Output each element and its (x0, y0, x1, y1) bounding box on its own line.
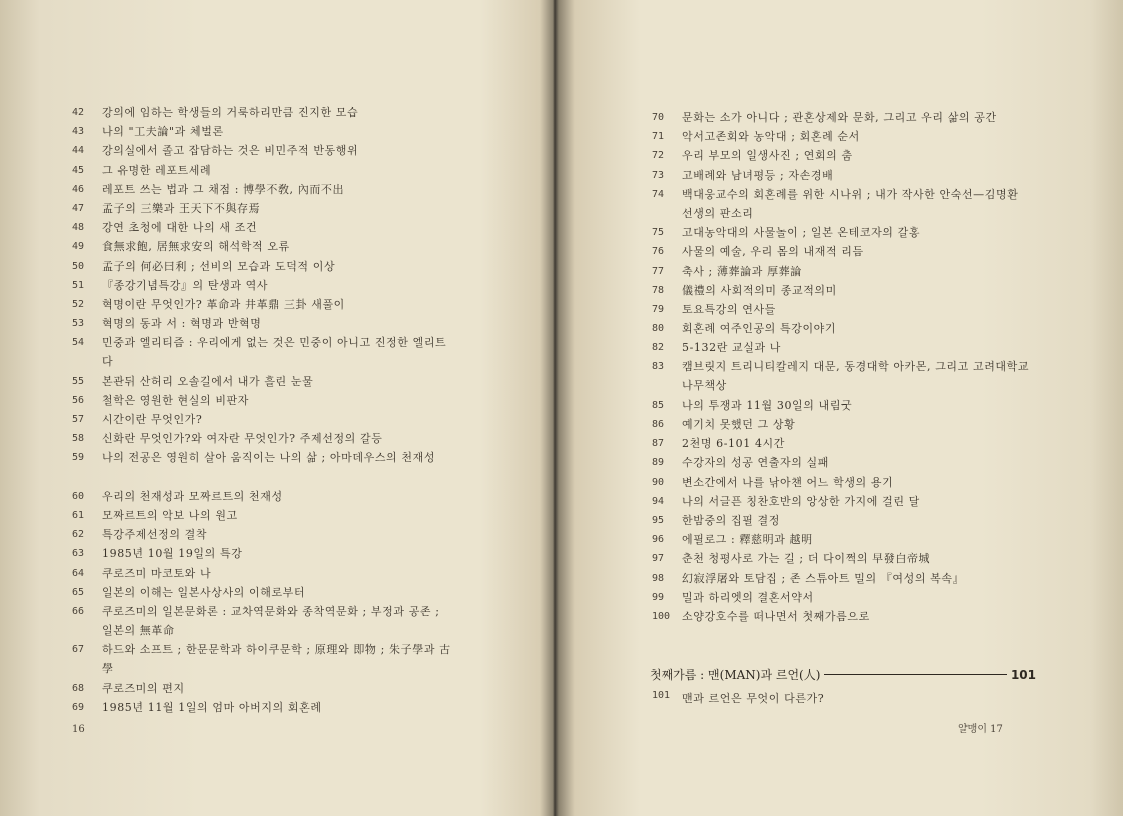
toc-entry (72, 544, 452, 563)
toc-entry (72, 276, 452, 295)
toc-entry (652, 108, 1032, 127)
toc-entry (652, 530, 1032, 549)
toc-entry-text: 백대웅교수의 회혼례를 위한 시나위 ; 내가 작사한 안숙선—김명환 선생의 판소리 (682, 187, 1019, 220)
toc-entry-text: 혁명의 동과 서 : 혁명과 반혁명 (102, 317, 262, 331)
toc-entry (72, 295, 452, 314)
toc-entry-text: 나의 "工夫論"과 체벌론 (102, 125, 224, 139)
toc-entry (72, 602, 452, 640)
toc-entry-text: 고배례와 남녀평등 ; 자손경배 (682, 168, 834, 182)
toc-entry (72, 564, 452, 583)
toc-entry-text: 나의 투쟁과 11월 30일의 내림굿 (682, 398, 853, 412)
toc-entry-text: 축사 ; 薄葬論과 厚葬論 (682, 264, 802, 278)
toc-entry-number: 61 (72, 509, 85, 521)
toc-entry (72, 199, 452, 218)
toc-list-right (652, 108, 1032, 626)
toc-entry-text: 儀禮의 사회적의미 종교적의미 (682, 283, 837, 297)
toc-entry (652, 511, 1032, 530)
toc-entry-text: 강의실에서 졸고 잡담하는 것은 비민주적 반동행위 (102, 144, 359, 158)
page-number-left: 16 (72, 724, 85, 735)
toc-entry-text: 食無求飽, 居無求安의 해석학적 오류 (102, 240, 290, 254)
toc-entry-text: 우리 부모의 일생사진 ; 연회의 춤 (682, 149, 853, 163)
toc-entry (72, 679, 452, 698)
toc-entry (652, 127, 1032, 146)
toc-entry (652, 453, 1032, 472)
toc-entry-number: 97 (652, 553, 665, 565)
toc-entry (652, 473, 1032, 492)
toc-entry-number: 44 (72, 145, 85, 157)
toc-entry (72, 410, 452, 429)
toc-entry-number: 62 (72, 529, 85, 541)
toc-entry-number: 58 (72, 433, 85, 445)
toc-entry-text: 孟子의 三樂과 王天下不與存焉 (102, 201, 261, 215)
toc-entry-number: 51 (72, 279, 85, 291)
toc-entry-text: 하드와 소프트 ; 한문문학과 하이쿠문학 ; 原理와 即物 ; 朱子學과 古學 (102, 643, 451, 676)
toc-entry (652, 146, 1032, 165)
toc-entry-number: 57 (72, 414, 85, 426)
right-page (558, 0, 1123, 816)
toc-entry (72, 218, 452, 237)
toc-entry-text: 2천명 6-101 4시간 (682, 437, 786, 451)
toc-entry-number: 86 (652, 419, 665, 431)
toc-entry-text: 민중과 엘리티즘 : 우리에게 없는 것은 민중이 아니고 진정한 엘리트다 (102, 336, 447, 369)
sub-entry-number: 101 (652, 690, 671, 701)
toc-entry-number: 74 (652, 188, 665, 200)
toc-entry (72, 506, 452, 525)
toc-entry (72, 487, 452, 506)
toc-entry-number: 83 (652, 361, 665, 373)
toc-entry (652, 357, 1032, 395)
toc-entry (652, 319, 1032, 338)
toc-entry-text: 그 유명한 레포트세례 (102, 163, 212, 177)
toc-list-left (72, 103, 452, 717)
toc-entry (652, 588, 1032, 607)
toc-entry (72, 448, 452, 486)
toc-entry-text: 시간이란 무엇인가? (102, 413, 203, 427)
toc-entry (72, 180, 452, 199)
toc-entry (72, 314, 452, 333)
toc-entry-number: 54 (72, 337, 85, 349)
toc-entry-text: 우리의 천재성과 모짜르트의 천재성 (102, 489, 283, 503)
toc-entry-number: 50 (72, 260, 85, 272)
toc-entry-number: 49 (72, 241, 85, 253)
section-sub-entry (652, 690, 1032, 706)
toc-entry-text: 고대농악대의 사물놀이 ; 일본 온테코자의 갈홍 (682, 226, 921, 240)
section-title: 첫째가름 : 맨(MAN)과 르언(人) (650, 668, 821, 682)
toc-entry-text: 에필로그 : 釋慈明과 越明 (682, 533, 813, 547)
toc-entry-text: 나의 전공은 영원히 살아 움직이는 나의 삶 ; 아마데우스의 천재성 (102, 451, 436, 465)
toc-entry-text: 레포트 쓰는 법과 그 채점 : 博學不敎, 內而不出 (102, 182, 345, 196)
toc-entry-number: 76 (652, 246, 665, 258)
sub-entry-text: 맨과 르언은 무엇이 다른가? (682, 692, 825, 705)
toc-entry-number: 94 (652, 495, 665, 507)
toc-entry (72, 583, 452, 602)
toc-entry-number: 43 (72, 126, 85, 138)
toc-entry (72, 237, 452, 256)
toc-entry-number: 65 (72, 586, 85, 598)
toc-entry-text: 모짜르트의 악보 나의 원고 (102, 508, 238, 522)
toc-entry-text: 예기치 못했던 그 상황 (682, 418, 796, 432)
toc-entry-number: 48 (72, 222, 85, 234)
toc-entry-text: 철학은 영원한 현실의 비판자 (102, 393, 250, 407)
section-heading (650, 666, 1036, 683)
toc-entry-number: 59 (72, 452, 85, 464)
toc-entry-text: 혁명이란 무엇인가? 革命과 井革鼎 三卦 새풀이 (102, 297, 345, 311)
toc-entry-number: 78 (652, 284, 665, 296)
toc-entry (72, 372, 452, 391)
toc-entry-text: 춘천 청평사로 가는 길 ; 더 다이쩍의 早發白帝城 (682, 552, 931, 566)
toc-entry-number: 90 (652, 476, 665, 488)
toc-entry (72, 257, 452, 276)
toc-entry (72, 103, 452, 122)
leader-line (824, 674, 1007, 675)
toc-entry-number: 95 (652, 514, 665, 526)
toc-entry-number: 52 (72, 298, 85, 310)
toc-entry-text: 쿠로즈미의 편지 (102, 681, 185, 695)
toc-entry-text: 토요특강의 연사들 (682, 302, 776, 316)
toc-entry (652, 434, 1032, 453)
toc-entry-text: 나의 서글픈 칭찬호반의 앙상한 가지에 걸린 달 (682, 494, 920, 508)
toc-entry (652, 300, 1032, 319)
toc-entry-text: 1985년 11월 1일의 엄마 아버지의 회혼례 (102, 700, 322, 714)
toc-entry-text: 사물의 예술, 우리 몸의 내재적 리듬 (682, 245, 864, 259)
toc-entry-number: 98 (652, 572, 665, 584)
toc-entry-text: 幻寂浮屠와 토담집 ; 존 스튜아트 밀의 『여성의 복속』 (682, 571, 965, 585)
toc-entry-number: 89 (652, 457, 665, 469)
toc-entry-number: 55 (72, 375, 85, 387)
toc-entry (72, 141, 452, 160)
toc-entry (652, 396, 1032, 415)
toc-entry-number: 100 (652, 610, 671, 622)
toc-entry-text: 쿠로즈미의 일본문화론 : 교차역문화와 종착역문화 ; 부정과 공존 ; 일본의 無革命 (102, 604, 440, 637)
toc-entry-number: 69 (72, 701, 85, 713)
toc-entry-text: 본관뒤 산허리 오솔길에서 내가 흘린 눈물 (102, 374, 314, 388)
toc-entry-text: 수강자의 성공 연출자의 실패 (682, 456, 830, 470)
toc-entry-text: 孟子의 何必曰利 ; 선비의 모습과 도덕적 이상 (102, 259, 336, 273)
toc-entry-number: 56 (72, 394, 85, 406)
toc-entry-number: 99 (652, 591, 665, 603)
toc-entry-number: 53 (72, 318, 85, 330)
toc-entry (652, 338, 1032, 357)
page-number-right: 얄맹이 17 (958, 724, 1003, 735)
toc-entry-text: 밀과 하리엣의 결혼서약서 (682, 590, 814, 604)
toc-entry-text: 소양강호수를 떠나면서 첫째가름으로 (682, 609, 870, 623)
toc-entry-number: 72 (652, 150, 665, 162)
toc-entry-number: 66 (72, 605, 85, 617)
toc-entry-text: 1985년 10월 19일의 특강 (102, 547, 243, 561)
toc-entry-number: 85 (652, 399, 665, 411)
toc-entry-number: 47 (72, 202, 85, 214)
toc-entry (652, 492, 1032, 511)
toc-entry-text: 변소간에서 나를 낚아챈 어느 학생의 용기 (682, 475, 894, 489)
toc-entry-number: 96 (652, 534, 665, 546)
toc-entry-number: 77 (652, 265, 665, 277)
toc-entry (72, 122, 452, 141)
toc-entry (652, 166, 1032, 185)
toc-entry (72, 525, 452, 544)
toc-entry-number: 79 (652, 303, 665, 315)
toc-entry (652, 607, 1032, 626)
toc-entry-text: 강의에 임하는 학생들의 거룩하리만큼 진지한 모습 (102, 106, 359, 119)
toc-entry-number: 73 (652, 169, 665, 181)
toc-entry-text: 악서고존회와 농악대 ; 회혼례 순서 (682, 130, 860, 144)
toc-entry (72, 640, 452, 678)
toc-entry-text: 신화란 무엇인가?와 여자란 무엇인가? 주제선정의 갈등 (102, 432, 383, 446)
toc-entry-text: 한밤중의 집필 결정 (682, 513, 781, 527)
toc-entry-number: 45 (72, 164, 85, 176)
toc-entry-text: 특강주제선정의 결착 (102, 528, 208, 542)
toc-entry (72, 429, 452, 448)
toc-entry-text: 강연 초청에 대한 나의 새 조건 (102, 221, 258, 235)
toc-entry-number: 75 (652, 227, 665, 239)
toc-entry-number: 87 (652, 438, 665, 450)
toc-entry-text: 5-132란 교실과 나 (682, 341, 782, 355)
toc-entry (652, 569, 1032, 588)
toc-entry (652, 262, 1032, 281)
toc-entry-text: 『종강기념특강』의 탄생과 역사 (102, 278, 269, 292)
left-page (0, 0, 553, 816)
toc-entry-text: 캠브릿지 트리니티칼레지 대문, 동경대학 아카몬, 그리고 고려대학교 나무책상 (682, 360, 1030, 393)
toc-entry-text: 쿠로즈미 마코토와 나 (102, 566, 212, 580)
toc-entry-number: 63 (72, 548, 85, 560)
toc-entry-text: 회혼례 여주인공의 특강이야기 (682, 322, 837, 336)
toc-entry (652, 549, 1032, 568)
toc-entry-number: 68 (72, 682, 85, 694)
toc-entry (652, 415, 1032, 434)
toc-entry (652, 242, 1032, 261)
toc-entry (652, 223, 1032, 242)
toc-entry-text: 문화는 소가 아니다 ; 관혼상제와 문화, 그리고 우리 삶의 공간 (682, 111, 997, 124)
toc-entry (72, 391, 452, 410)
toc-entry-number: 80 (652, 323, 665, 335)
toc-entry-number: 42 (72, 107, 85, 118)
toc-entry-number: 64 (72, 567, 85, 579)
section-page-number: 101 (1010, 667, 1036, 682)
toc-entry (72, 333, 452, 371)
toc-entry (72, 161, 452, 180)
toc-entry-text: 일본의 이해는 일본사상사의 이해로부터 (102, 585, 306, 599)
toc-entry-number: 60 (72, 490, 85, 502)
toc-entry (652, 281, 1032, 300)
toc-entry (652, 185, 1032, 223)
toc-entry-number: 82 (652, 342, 665, 354)
toc-entry-number: 71 (652, 131, 665, 143)
toc-entry-number: 67 (72, 644, 85, 656)
toc-entry-number: 46 (72, 183, 85, 195)
toc-entry (72, 698, 452, 717)
toc-entry-number: 70 (652, 112, 665, 123)
